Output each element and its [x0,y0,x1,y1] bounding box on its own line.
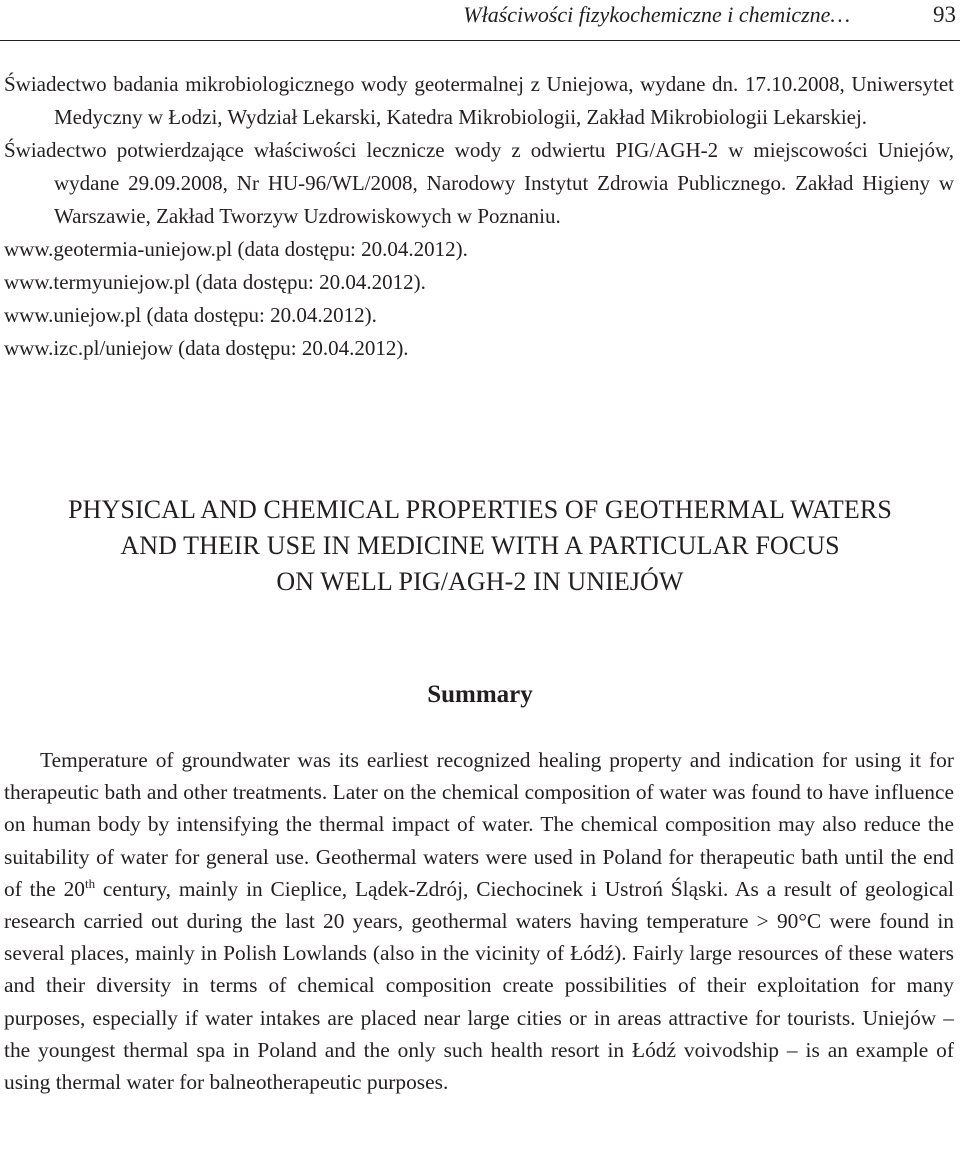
running-head-title: Właściwości fizykochemiczne i chemiczne… [463,2,850,27]
reference-item: www.geotermia-uniejow.pl (data dostępu: 20.04.2012). [4,237,468,261]
running-head [0,0,960,41]
summary-text-part: Temperature of groundwater was its earliest recognized healing property and indication for using it for therapeutic bath and other treatments. Later on the chemical composition of water was found to have influence on human body by intensifying the thermal impact of water. The chemical composition may also reduce the suitability of water for general use. Geothermal waters were used in Poland for therapeutic bath until the end of the 20 [4,748,954,901]
title-line: PHYSICAL AND CHEMICAL PROPERTIES OF GEOTHERMAL WATERS [68,495,892,524]
english-title [0,492,960,600]
reference-item: Świadectwo badania mikrobiologicznego wody geotermalnej z Uniejowa, wydane dn. 17.10.2008, Uniwersytet Medyczny w Łodzi, Wydział Lekarski, Katedra Mikrobiologii, Zakład Mikrobiologii Lekarskiej. [4,72,954,129]
summary-text-part: century, mainly in Cieplice, Lądek-Zdrój, Ciechocinek i Ustroń Śląski. As a result of geological research carried out during the last 20 years, geothermal waters having temperature > 90°C were found in several places, mainly in Polish Lowlands (also in the vicinity of Łódź). Fairly large resources of these waters and their diversity in terms of chemical composition create possibilities of their exploitation for many purposes, especially if water intakes are placed near large cities or in areas attractive for tourists. Uniejów – the youngest thermal spa in Poland and the only such health resort in Łódź voivodship – is an example of using thermal water for balneotherapeutic purposes. [4,876,954,1095]
summary-heading: Summary [427,681,533,708]
reference-list [4,68,954,365]
reference-item: Świadectwo potwierdzające właściwości lecznicze wody z odwiertu PIG/AGH-2 w miejscowości Uniejów, wydane 29.09.2008, Nr HU-96/WL/2008, Narodowy Instytut Zdrowia Publicznego. Zakład Higieny w Warszawie, Zakład Tworzyw Uzdrowiskowych w Poznaniu. [4,138,954,228]
ordinal-superscript: th [84,875,96,891]
page-number: 93 [933,2,956,27]
summary-paragraph [4,744,954,1098]
title-line: ON WELL PIG/AGH-2 IN UNIEJÓW [276,567,684,596]
reference-item: www.termyuniejow.pl (data dostępu: 20.04.2012). [4,270,426,294]
title-line: AND THEIR USE IN MEDICINE WITH A PARTICULAR FOCUS [120,531,840,560]
reference-item: www.uniejow.pl (data dostępu: 20.04.2012). [4,303,377,327]
reference-item: www.izc.pl/uniejow (data dostępu: 20.04.2012). [4,336,409,360]
